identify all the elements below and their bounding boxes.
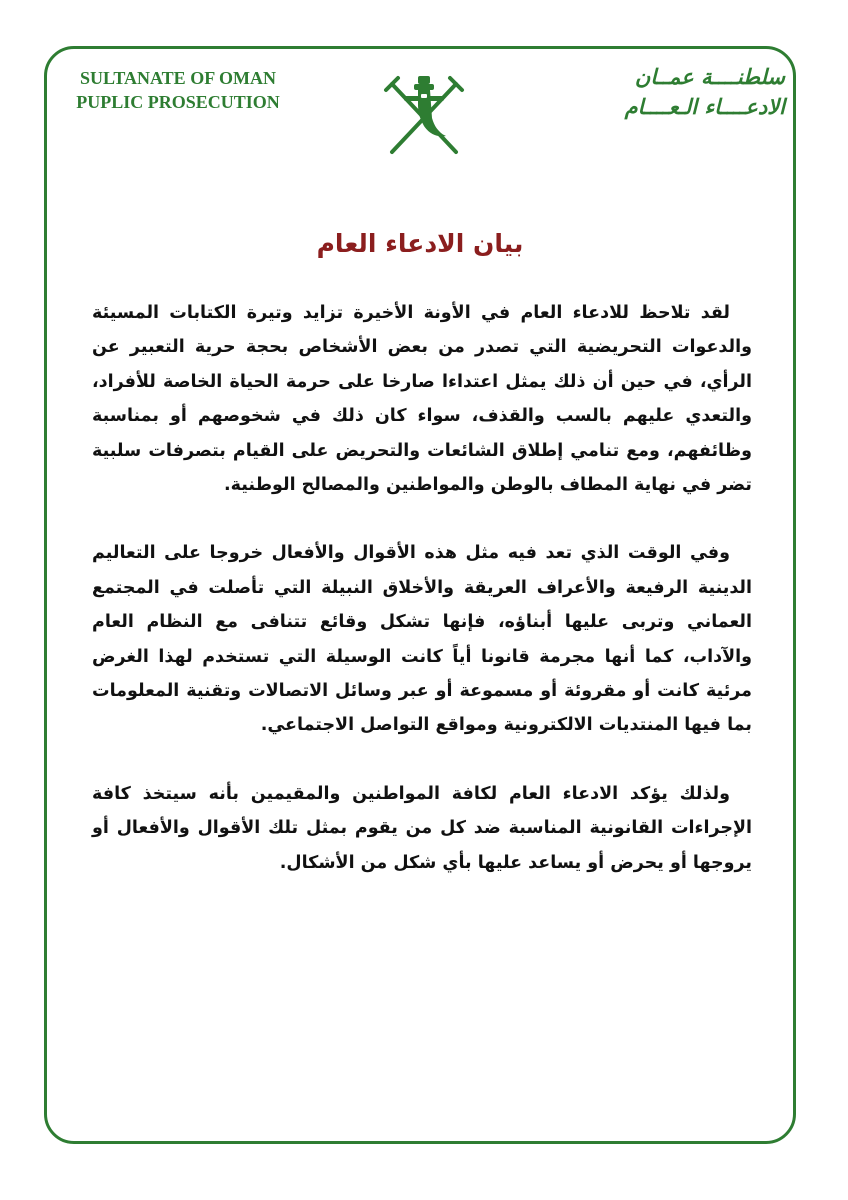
- document-title: بيان الادعاء العام: [316, 229, 524, 258]
- header-english: [58, 66, 298, 114]
- oman-khanjar-emblem-icon: [376, 66, 472, 162]
- document-body: [92, 296, 752, 914]
- paragraph-1: لقد تلاحظ للادعاء العام في الأونة الأخيرة تزايد وتيرة الكتابات المسيئة والدعوات التحريضية التي تصدر من بعض الأشخاص بحجة حرية التعبير عن الرأي، في حين أن ذلك يمثل اعتداءا صارخا على حرمة الحياة الخاصة للأفراد، والتعدي عليهم بالسب والقذف، سواء كان ذلك في شخوصهم أو بمناسبة وظائفهم، ومع تنامي إطلاق الشائعات والتحريض على القيام بتصرفات سلبية تضر في نهاية المطاف بالوطن والمواطنين والمصالح الوطنية.: [92, 303, 752, 496]
- header-arabic: [560, 62, 785, 122]
- header-ar-line2: الادعــــاء الـعــــام: [624, 94, 785, 119]
- header-ar-line1: سلطنــــة عمــان: [634, 64, 785, 89]
- header-en-line2: PUPLIC PROSECUTION: [76, 92, 280, 112]
- paragraph-2: وفي الوقت الذي تعد فيه مثل هذه الأقوال والأفعال خروجا على التعاليم الدينية الرفيعة والأعراف العريقة والأخلاق النبيلة التي تأصلت في المجتمع العماني وتربى عليها أبناؤه، فإنها تشكل وقائع تتنافى مع النظام العام والآداب، كما أنها مجرمة قانونا أياً كانت الوسيلة التي تستخدم لهذا الغرض مرئية كانت أو مقروئة أو مسموعة أو عبر وسائل الاتصالات وتقنية المعلومات بما فيها المنتديات الالكترونية ومواقع التواصل الاجتماعي.: [92, 543, 752, 736]
- header-en-line1: SULTANATE OF OMAN: [79, 68, 277, 88]
- paragraph-3: ولذلك يؤكد الادعاء العام لكافة المواطنين والمقيمين بأنه سيتخذ كافة الإجراءات القانونية المناسبة ضد كل من يقوم بمثل تلك الأقوال والأفعال أو يروجها أو يحرض أو يساعد عليها بأي شكل من الأشكال.: [92, 783, 752, 873]
